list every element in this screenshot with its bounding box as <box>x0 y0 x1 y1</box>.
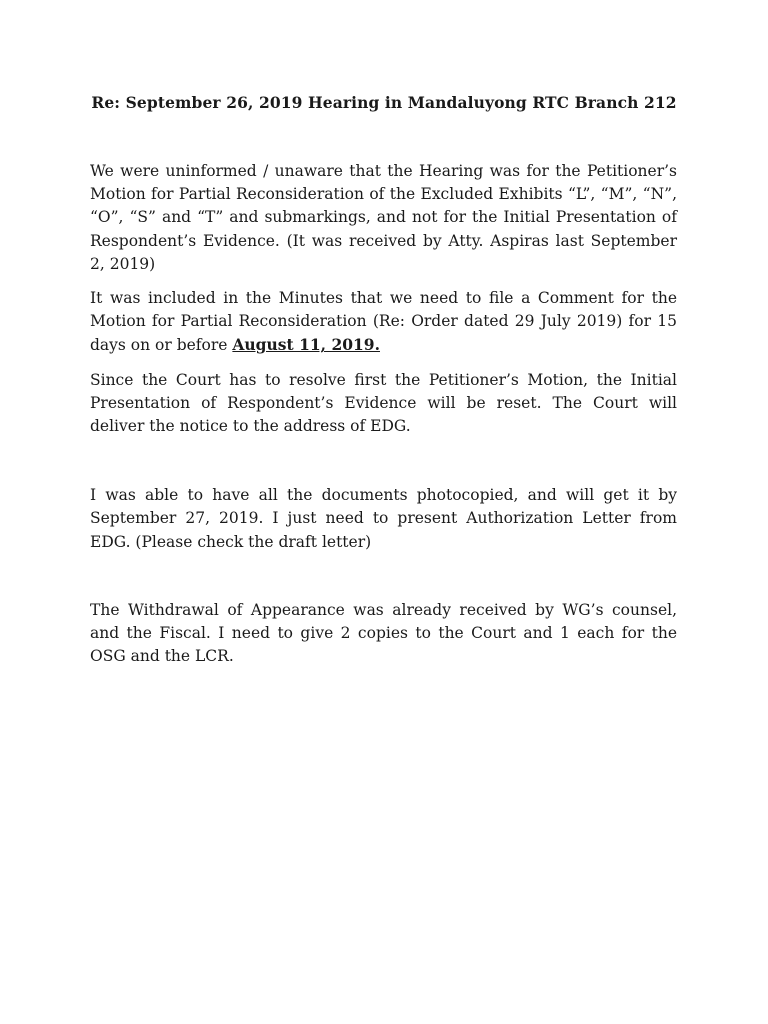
paragraph-withdrawal: The Withdrawal of Appearance was already received by WG’s counsel, and the Fiscal. I need to give 2 copies to the Court and 1 each for the OSG and the LCR. <box>90 600 677 666</box>
paragraph-hearing-purpose: We were uninformed / unaware that the Hearing was for the Petitioner’s Motion for Partial Reconsideration of the Excluded Exhibits “L”, “M”, “N”, “O”, “S” and “T” and submarkings, and not for the Initial Presentation of Respondent’s Evidence. (It was received by Atty. Aspiras last September 2, 2019) <box>90 162 677 273</box>
document-body <box>90 160 677 679</box>
document-title: Re: September 26, 2019 Hearing in Mandaluyong RTC Branch 212 <box>91 93 677 112</box>
deadline-date: August 11, 2019. <box>232 335 380 355</box>
comment-deadline-text: It was included in the Minutes that we need to file a Comment for the Motion for Partial Reconsideration (Re: Order dated 29 July 2019) for 15 days on or before <box>90 289 677 355</box>
paragraph-comment-deadline <box>90 287 677 358</box>
paragraph-photocopies: I was able to have all the documents photocopied, and will get it by September 27, 2019. I just need to present Authorization Letter from EDG. (Please check the draft letter) <box>90 486 677 551</box>
paragraph-court-resolution: Since the Court has to resolve first the Petitioner’s Motion, the Initial Presentation of Respondent’s Evidence will be reset. The Court will deliver the notice to the address of EDG. <box>90 370 677 436</box>
